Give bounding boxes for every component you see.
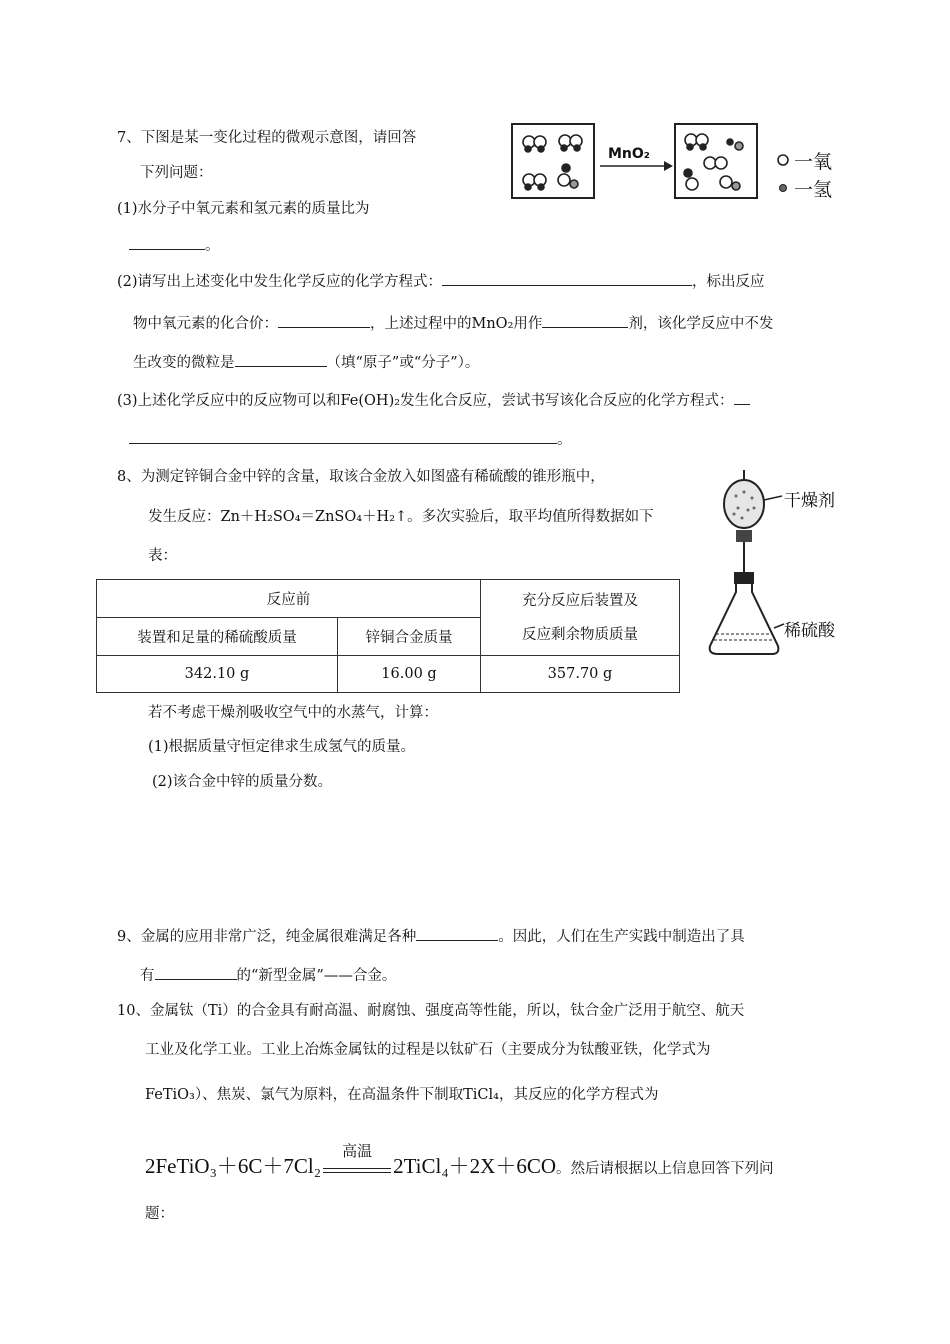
molecule <box>704 157 727 169</box>
q7-part3-line1: (3)上述化学反应中的反应物可以和Fe(OH)₂发生化合反应，尝试书写该化合反应的化学方程式： <box>117 390 750 411</box>
erlenmeyer-flask <box>710 584 779 654</box>
molecule <box>720 176 740 190</box>
q8-line1: 8、为测定锌铜合金中锌的含量，取该合金放入如图盛有稀硫酸的锥形瓶中， <box>117 469 605 485</box>
answer-blank[interactable] <box>129 235 205 250</box>
q10-equation <box>145 1142 774 1183</box>
equation-right: 2TiCl₄＋2X＋6CO <box>393 1154 557 1178</box>
q7-part3-line2: 。 <box>129 429 572 450</box>
cell-value-3: 357.70 g <box>481 656 680 693</box>
legend-oxygen: 一氧 <box>794 151 833 173</box>
q7-part2-line1: (2)请写出上述变化中发生化学反应的化学方程式： ，标出反应 <box>117 271 765 292</box>
desiccant-label: 干燥剂 <box>784 491 835 511</box>
q9-line2: 有 的“新型金属”——合金。 <box>140 965 396 986</box>
answer-blank[interactable] <box>442 271 692 286</box>
oxygen-legend-icon <box>778 155 788 165</box>
micro-diagram <box>508 118 844 208</box>
molecule <box>523 136 546 152</box>
molecule <box>685 134 708 150</box>
header-after: 充分反应后装置及 反应剩余物质质量 <box>481 580 680 656</box>
equation-tail: 。然后请根据以上信息回答下列问 <box>556 1161 774 1177</box>
answer-blank[interactable] <box>235 352 327 367</box>
molecule <box>684 169 698 190</box>
answer-blank[interactable] <box>542 313 628 328</box>
apparatus-diagram <box>700 468 850 668</box>
drying-tube <box>724 480 764 528</box>
catalyst-label: MnO₂ <box>608 146 650 162</box>
header-before: 反应前 <box>97 580 481 618</box>
acid-label: 稀硫酸 <box>784 621 835 641</box>
answer-blank[interactable] <box>416 926 498 941</box>
molecule <box>559 135 582 151</box>
q7-part2-line3: 生改变的微粒是 （填“原子”或“分子”）。 <box>133 352 479 373</box>
molecule <box>727 139 743 150</box>
q8-line2: 发生反应：Zn＋H₂SO₄＝ZnSO₄＋H₂↑。多次实验后，取平均值所得数据如下 <box>148 509 654 525</box>
q10-line2: 工业及化学工业。工业上冶炼金属钛的过程是以钛矿石（主要成分为钛酸亚铁，化学式为 <box>145 1042 711 1058</box>
high-temp-condition: 高温 <box>323 1159 391 1173</box>
q9-line1: 9、金属的应用非常广泛，纯金属很难满足各种 。因此，人们在生产实践中制造出了具 <box>117 926 745 947</box>
header-col1: 装置和足量的稀硫酸质量 <box>97 618 338 656</box>
q7-part1: (1)水分子中氧元素和氢元素的质量比为 <box>117 201 370 217</box>
q7-line2: 下列问题： <box>140 165 213 181</box>
q7-part2-line2: 物中氧元素的化合价： ，上述过程中的MnO₂用作 剂，该化学反应中不发 <box>133 313 773 334</box>
cell-value-2: 16.00 g <box>338 656 481 693</box>
molecule <box>523 174 546 190</box>
q7-part1-answer: 。 <box>129 235 220 256</box>
cell-value-1: 342.10 g <box>97 656 338 693</box>
stopper <box>736 530 752 542</box>
answer-blank[interactable] <box>734 390 750 405</box>
arrow-head <box>664 161 673 171</box>
q8-sub1: (1)根据质量守恒定律求生成氢气的质量。 <box>148 739 416 755</box>
answer-blank[interactable] <box>155 965 237 980</box>
q8-note: 若不考虑干燥剂吸收空气中的水蒸气，计算： <box>148 705 438 721</box>
molecule <box>558 164 578 188</box>
flask-stopper <box>734 572 754 584</box>
q7-line1: 7、下图是某一变化过程的微观示意图，请回答 <box>117 130 417 146</box>
q8-line3: 表： <box>148 548 177 564</box>
q10-line3: FeTiO₃）、焦炭、氯气为原料，在高温条件下制取TiCl₄，其反应的化学方程式为 <box>145 1087 659 1103</box>
hydrogen-legend-icon <box>780 185 787 192</box>
legend-hydrogen: 一氢 <box>794 179 833 201</box>
q10-line1: 10、金属钛（Ti）的合金具有耐高温、耐腐蚀、强度高等性能，所以，钛合金广泛用于航空、航天 <box>117 1003 745 1019</box>
answer-blank[interactable] <box>129 429 557 444</box>
q10-line5: 题： <box>145 1206 174 1222</box>
answer-blank[interactable] <box>278 313 370 328</box>
equation-left: 2FeTiO₃＋6C＋7Cl₂ <box>145 1154 322 1178</box>
header-col2: 锌铜合金质量 <box>338 618 481 656</box>
q8-sub2: (2)该合金中锌的质量分数。 <box>152 774 333 790</box>
data-table <box>96 579 680 693</box>
